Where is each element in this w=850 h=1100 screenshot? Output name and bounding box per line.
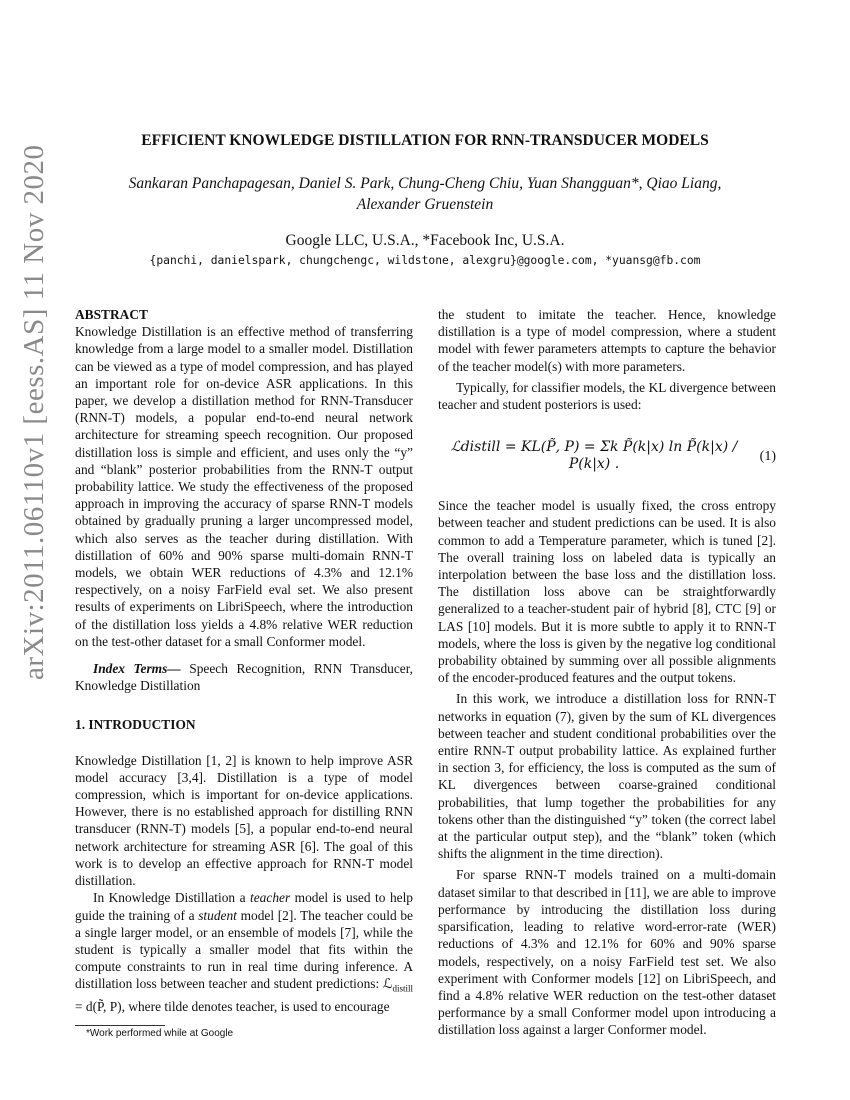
equation-1-body: ℒdistill = KL(P̃, P) = Σk P̃(k|x) ln P̃(k|x) / P(k|x) . [450,439,738,473]
right-paragraph-3: Since the teacher model is usually fixed, the cross entropy between teacher and student predictions can be used. It is also common to add a Temperature parameter, which is tuned [2]. The overall training loss on labeled data is typically an interpolation between the base loss and the distillation loss. The distillation loss above can be straightforwardly generalized to a teacher-student pair of hybrid [8], CTC [9] or LAS [10] models. But it is more subtle to apply it to RNN-T models, where the loss is given by the negative log conditional probability obtained by summing over all possible alignments of the encoder-produced features and the output tokens. [438,498,776,686]
index-terms-label: Index Terms— [93,661,181,677]
intro-p2-student: student [198,907,237,923]
intro-paragraph-2 [75,889,413,1015]
equation-1-number: (1) [759,448,776,464]
intro-p2-part-d: = d(P̃, P), where tilde denotes teacher, is used to encourage [75,999,390,1015]
abstract-heading: ABSTRACT [75,307,148,322]
affiliation: Google LLC, U.S.A., *Facebook Inc, U.S.A. [285,232,565,249]
intro-paragraph-1: Knowledge Distillation [1, 2] is known to help improve ASR model accuracy [3,4]. Distillation is a type of model compression, which is important for on-device applications. However, there is no established approach for distilling RNN transducer (RNN-T) models [5], a popular end-to-end neural network architecture for streaming ASR [6]. The goal of this work is to develop an effective approach for RNN-T model distillation. [75,752,413,889]
paper-title: EFFICIENT KNOWLEDGE DISTILLATION FOR RNN-TRANSDUCER MODELS [141,132,709,149]
footnote-rule [75,1025,165,1026]
author-list [75,173,775,215]
intro-p2-part-b: model is used to help guide the training of a [75,890,413,923]
arxiv-identifier-text: arXiv:2011.06110v1 [eess.AS] 11 Nov 2020 [18,144,50,680]
intro-p2-teacher: teacher [250,890,291,906]
authors-line-2: Alexander Gruenstein [356,196,494,213]
section-heading-introduction: 1. INTRODUCTION [75,717,196,733]
right-paragraph-2: Typically, for classifier models, the KL divergence between teacher and student posteriors is used: [438,379,776,413]
abstract-text: Knowledge Distillation is an effective method of transferring knowledge from a large model to a smaller model. Distillation can be viewed as a type of model compression, and has played an important role for on-device ASR applications. In this paper, we develop a distillation method for RNN-Transducer (RNN-T) models, a popular end-to-end neural network architecture for streaming speech recognition. Our proposed distillation loss is simple and efficient, and uses only the “y” and “blank” posterior probabilities from the RNN-T output probability lattice. We study the effectiveness of the proposed approach in improving the accuracy of sparse RNN-T models obtained by gradually pruning a larger uncompressed model, which also serves as the teacher during distillation. With distillation of 60% and 90% sparse multi-domain RNN-T models, we obtain WER reductions of 4.3% and 12.1% respectively, on a noisy FarField eval set. We also present results of experiments on LibriSpeech, where the introduction of the distillation loss yields a 4.8% relative WER reduction on the test-other dataset for a small Conformer model. [75,324,413,649]
equation-1 [438,421,776,491]
index-terms-text: Speech Recognition, RNN Transducer, Knowledge Distillation [75,661,413,694]
right-column [438,306,776,1039]
left-column [75,306,413,1015]
index-terms [75,660,413,694]
right-paragraph-1: the student to imitate the teacher. Hence, knowledge distillation is a type of model compression, where a student model with fewer parameters attempts to capture the behavior of the teacher model(s) with more parameters. [438,307,776,374]
author-emails: {panchi, danielspark, chungchengc, wildstone, alexgru}@google.com, *yuansg@fb.com [149,254,701,267]
intro-p2-part-a: In Knowledge Distillation a [93,890,251,906]
right-paragraph-4: In this work, we introduce a distillation loss for RNN-T networks in equation (7), given by the sum of KL divergences between teacher and student conditional probabilities over the entire RNN-T output probability lattice. As explained further in section 3, for efficiency, the loss is computed as the sum of KL divergences between coarse-grained conditional probabilities, that lump together the probabilities for any tokens other than the distinguished “y” token (the correct label at the particular output step), and the “blank” token (which shifts the alignment in the time direction). [438,691,776,862]
intro-p2-part-c: model [2]. The teacher could be a single larger model, or an ensemble of models [7], while the student is typically a smaller model that fits within the compute constraints to run in real time during inference. A distillation loss between teacher and student predictions: ℒ [75,907,413,992]
footnote: *Work performed while at Google [86,1028,234,1039]
intro-p2-subscript: distill [392,983,413,994]
right-paragraph-5: For sparse RNN-T models trained on a multi-domain dataset similar to that described in [11], we are able to improve performance by introducing the distillation loss during sparsification, leading to relative word-error-rate (WER) reductions of 4.3% and 12.1% for 60% and 90% sparse models, respectively, on a noisy FarField test set. We also experiment with Conformer models [12] on LibriSpeech, and find a 4.8% relative WER reduction on the test-other dataset performance by a small Conformer model upon introducing a distillation loss against a larger Conformer model. [438,867,776,1038]
arxiv-identifier [18,144,58,680]
authors-line-1: Sankaran Panchapagesan, Daniel S. Park, Chung-Cheng Chiu, Yuan Shangguan*, Qiao Liang, [128,175,722,192]
